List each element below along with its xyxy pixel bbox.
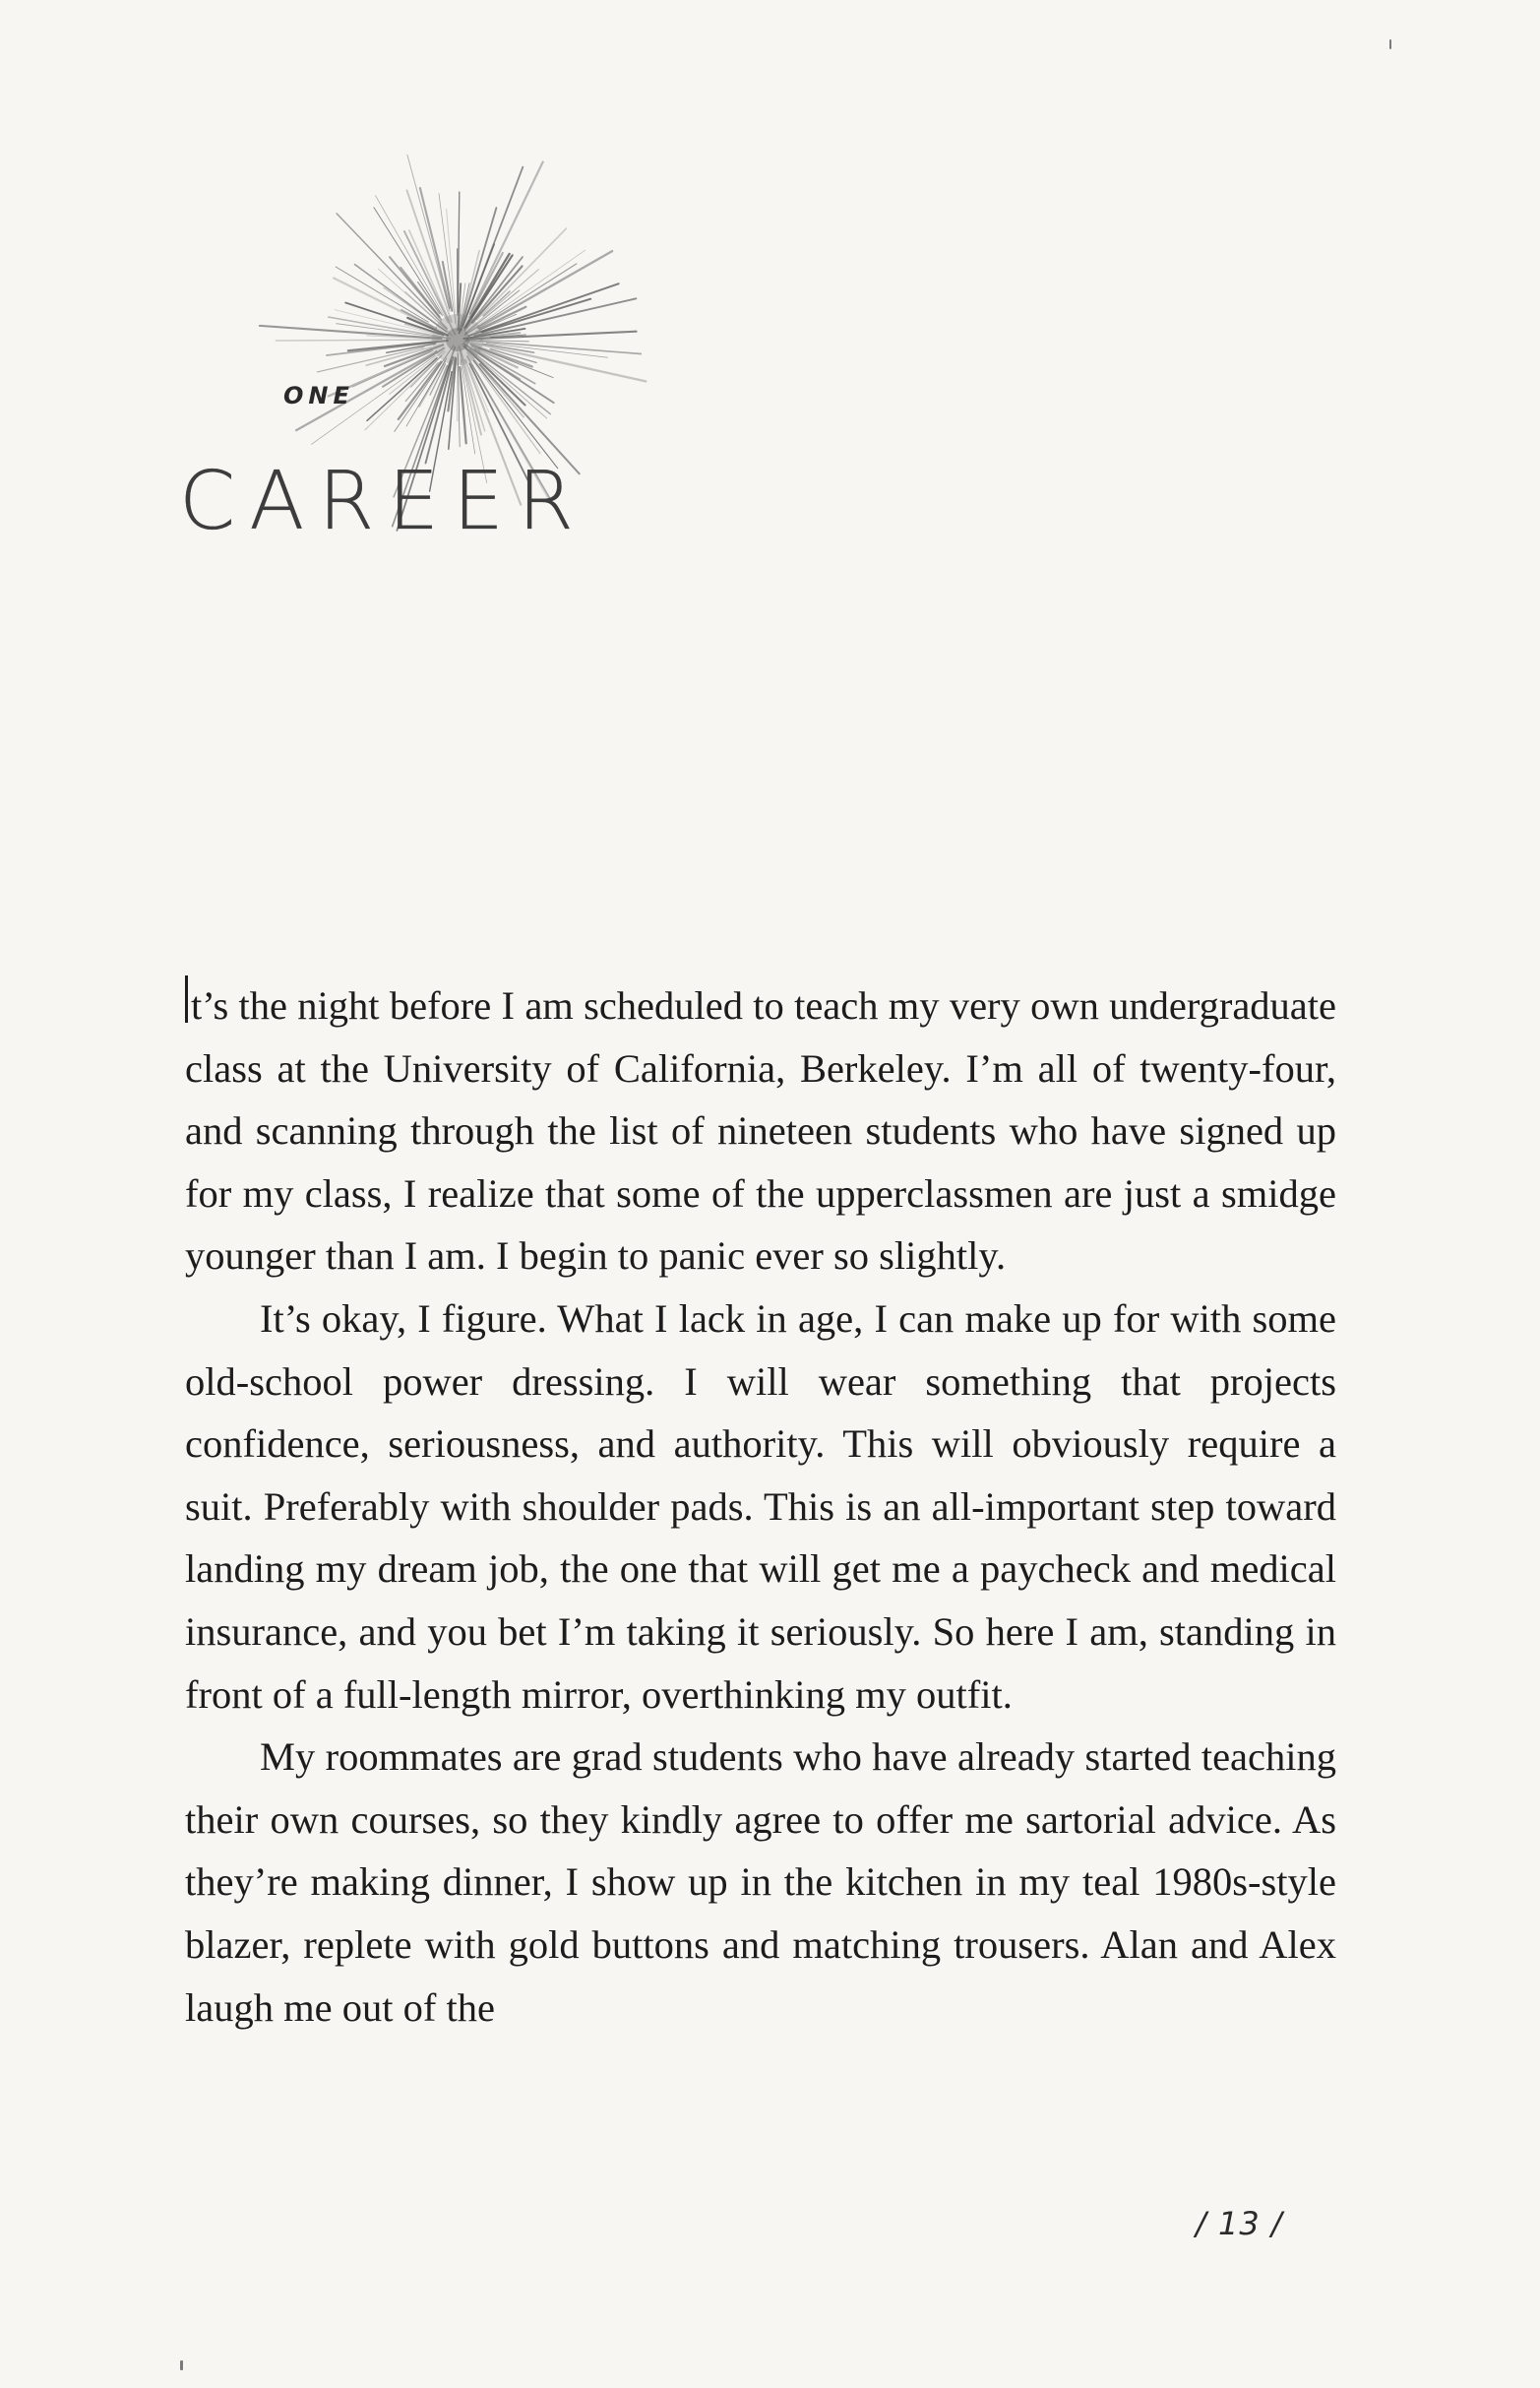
paragraph-1 (185, 974, 1336, 1288)
paragraph-1-text: t’s the night before I am scheduled to teach my very own undergraduate class at the University of California, Berkeley. I’m all of twenty-four, and scanning through the list of nineteen students who have signed up for my class, I realize that some of the upperclassmen are just a smidge younger than I am. I begin to panic ever so slightly. (185, 983, 1336, 1279)
paragraph-2: It’s okay, I figure. What I lack in age, I can make up for with some old-school power dressing. I will wear something that projects confidence, seriousness, and authority. This will obviously require a suit. Preferably with shoulder pads. This is an all-important step toward landing my dream job, the one that will get me a paycheck and medical insurance, and you bet I’m taking it seriously. So here I am, standing in front of a full-length mirror, overthinking my outfit. (185, 1295, 1336, 1717)
chapter-title: CAREER (179, 455, 587, 548)
paper-speck (180, 2360, 183, 2370)
page-number: / 13 / (1196, 2205, 1283, 2242)
body-text (185, 974, 1336, 2039)
chapter-number: ONE (283, 382, 354, 409)
dropcap-initial (185, 975, 188, 1023)
paper-speck (1389, 39, 1391, 49)
paragraph-3: My roommates are grad students who have already started teaching their own courses, so they kindly agree to offer me sartorial advice. As they’re making dinner, I show up in the kitchen in my teal 1980s-style blazer, replete with gold buttons and matching trousers. Alan and Alex laugh me out of the (185, 1734, 1336, 2030)
